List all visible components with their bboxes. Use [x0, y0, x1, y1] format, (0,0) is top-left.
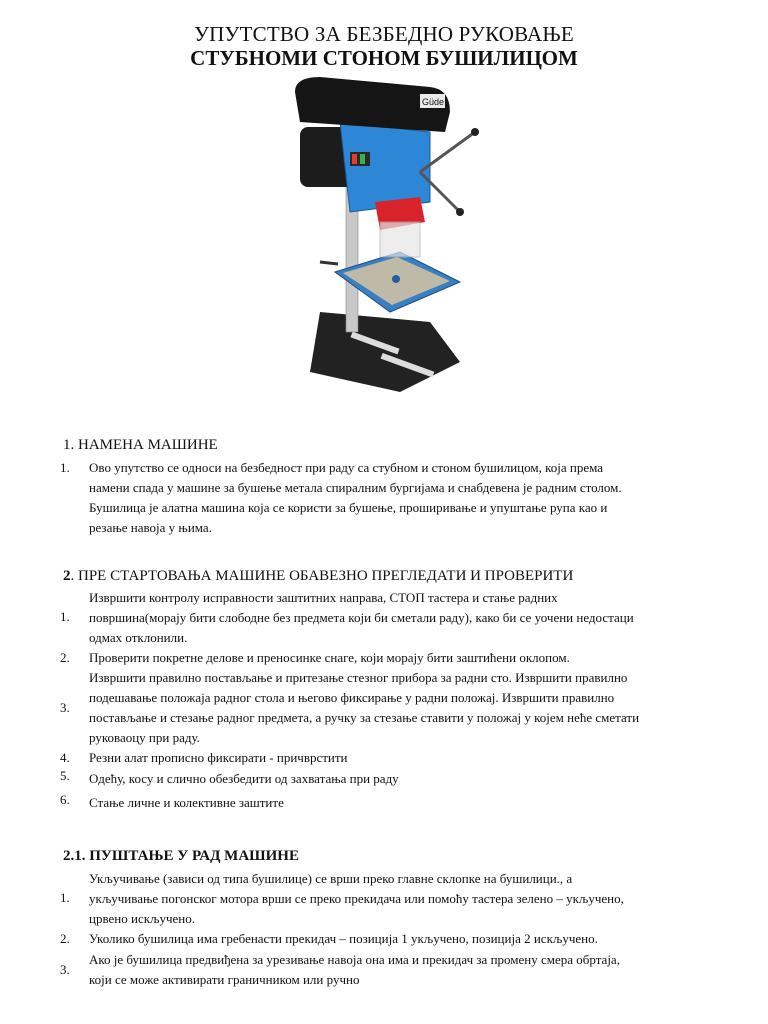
section-2-heading-number: 2 [63, 568, 71, 584]
document-title-line-1: УПУТСТВО ЗА БЕЗБЕДНО РУКОВАЊЕ [194, 22, 574, 46]
section-1-heading: 1. НАМЕНА МАШИНЕ [63, 437, 218, 453]
section-2-heading-text: . ПРЕ СТАРТОВАЊА МАШИНЕ ОБАВЕЗНО ПРЕГЛЕДАТИ И ПРОВЕРИТИ [70, 568, 574, 584]
section-2-heading [63, 568, 573, 585]
list-item-number: 5. [60, 768, 70, 783]
list-item-number: 4. [60, 750, 70, 765]
list-item-number: 1. [60, 609, 70, 624]
list-item-number: 3. [60, 962, 70, 977]
drill-base [310, 312, 460, 392]
list-item-number: 3. [60, 700, 70, 715]
document-title-line-2: СТУБНОМИ СТОНОМ БУШИЛИЦОМ [190, 46, 578, 70]
drill-press-photo [280, 72, 480, 407]
list-item: Уколико бушилица има гребенасти прекидач – позиција 1 укључено, позиција 2 искључено. [89, 931, 598, 946]
list-item: Проверити покретне делове и преносинке снаге, који морају бити заштићени оклопом. [89, 650, 570, 665]
list-item-number: 6. [60, 792, 70, 807]
list-item: Извршити правилно постављање и притезање стезног прибора за радни сто. Извршити правилно подешавање положаја радног стола и његово фиксирање у радни положај. Извршити правилно постављање и стезање радног предмета, а ручку за стезање ставити у положај у којем неће сметати руковаоцу при раду. [89, 670, 640, 745]
list-item-number: 2. [60, 650, 70, 665]
list-item: Укључивање (зависи од типа бушилице) се врши преко главне склопке на бушилици., а укључивање погонског мотора врши се преко прекидача или помоћу тастера зелено – укључено, црвено искључено. [89, 871, 624, 926]
list-item: Стање личне и колективне заштите [89, 795, 284, 810]
list-item: Извршити контролу исправности заштитних направа, СТОП тастера и стање радних површина(морају бити слободне без предмета који би сметали раду), како би се уочени недостаци одмах отклонили. [89, 590, 634, 645]
list-item: Резни алат прописно фиксирати - причврстити [89, 750, 348, 765]
brand-label: Güde [422, 97, 445, 107]
list-item: Ако је бушилица предвиђена за урезивање навоја она има и прекидач за промену смера обртаја, који се може активирати граничником или ручно [89, 952, 620, 987]
list-item-number: 1. [60, 890, 70, 905]
list-item: Ово упутство се односи на безбедност при раду са стубном и стоном бушилицом, која према намени спада у машине за бушење метала спиралним бургијама и снабдевена је радним столом. Бушилица је алатна машина која се користи за бушење, проширивање и упуштање рупа као и резање навоја у њима. [89, 460, 622, 535]
list-item-number: 1. [60, 460, 70, 475]
section-2-1-heading: 2.1. ПУШТАЊЕ У РАД МАШИНЕ [63, 848, 299, 864]
list-item: Одећу, косу и слично обезбедити од захватања при раду [89, 771, 399, 786]
list-item-number: 2. [60, 931, 70, 946]
